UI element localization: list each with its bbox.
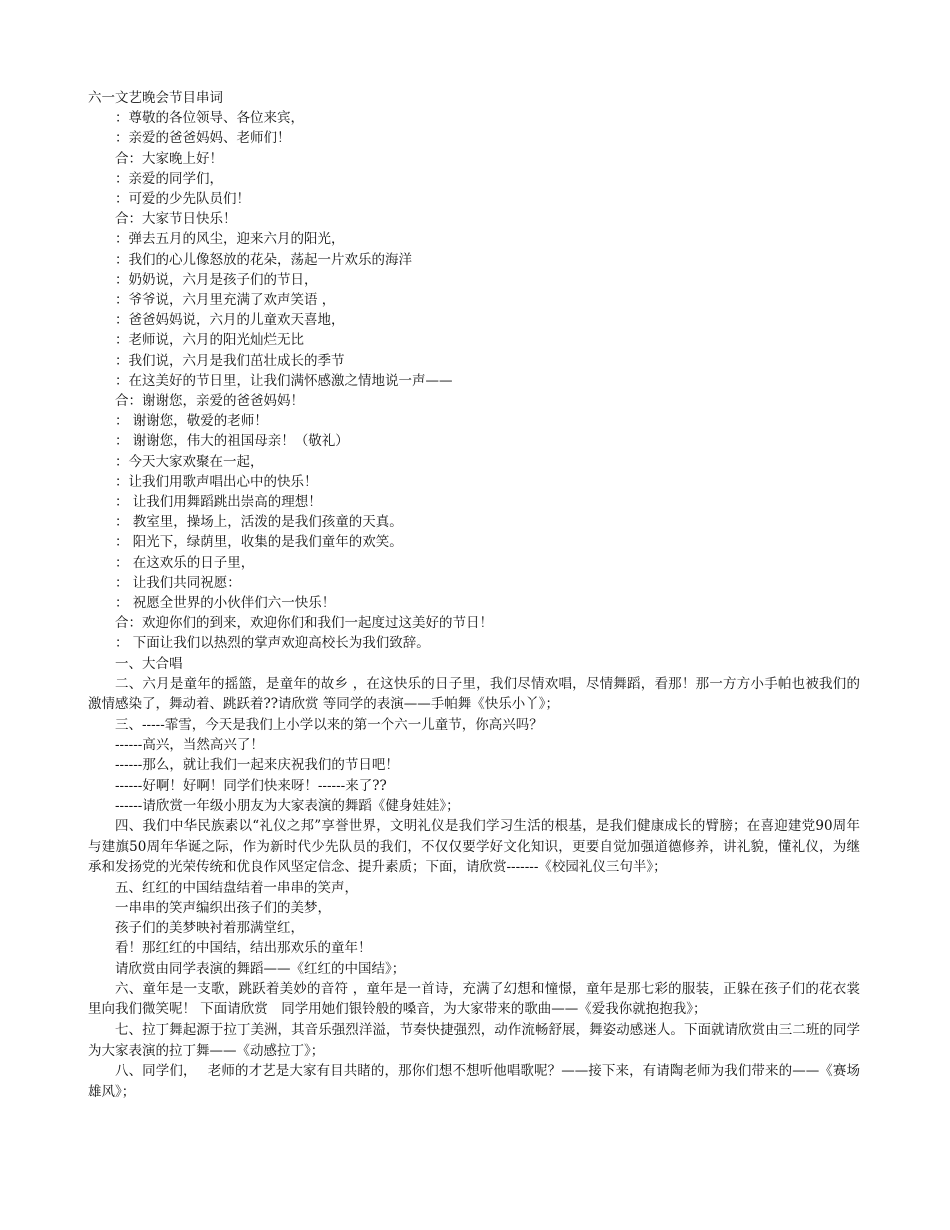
script-line: ：亲爱的同学们，	[115, 170, 223, 187]
paragraph-seven: 七、拉丁舞起源于拉丁美洲，其音乐强烈洋溢，节奏快捷强烈，动作流畅舒展，舞姿动感迷人。下面就请欣赏由三二班的同学为大家表演的拉丁舞——《动感拉丁》；	[88, 1022, 860, 1059]
document-title: 六一文艺晚会节目串词	[88, 90, 223, 106]
poem-line: 孩子们的美梦映衬着那满堂红，	[115, 920, 304, 937]
script-line: ：我们的心儿像怒放的花朵，荡起一片欢乐的海洋	[115, 251, 412, 268]
script-line: ：亲爱的爸爸妈妈、老师们！	[115, 130, 291, 147]
document-page	[88, 88, 860, 1102]
script-line: 合：大家节日快乐！	[115, 211, 237, 228]
dialogue-line: ------好啊！好啊！同学们快来呀！------来了??	[115, 777, 387, 794]
script-line: ：尊敬的各位领导、各位来宾，	[115, 110, 304, 127]
script-line: 合：欢迎你们的到来，欢迎你们和我们一起度过这美好的节日！	[115, 615, 493, 632]
paragraph-six: 六、童年是一支歌，跳跃着美妙的音符 ，童年是一首诗，充满了幻想和憧憬，童年是那七彩的服装，正躲在孩子们的花衣裳里向我们微笑呢！ 下面请欣赏 同学用她们银铃般的嗓音，为大家带来的歌曲——《爱我你就抱抱我》；	[88, 980, 860, 1018]
script-line: ： 下面让我们以热烈的掌声欢迎高校长为我们致辞。	[115, 635, 430, 652]
section-heading: 一、大合唱	[115, 655, 183, 672]
script-line: ： 让我们共同祝愿：	[115, 574, 241, 591]
script-line: ： 让我们用舞蹈跳出崇高的理想！	[115, 494, 322, 511]
script-line: ： 谢谢您，敬爱的老师！	[115, 413, 268, 430]
paragraph-two: 二、六月是童年的摇篮，是童年的故乡 ，在这快乐的日子里，我们尽情欢唱，尽情舞蹈，看那！那一方方小手帕也被我们的激情感染了，舞动着、跳跃着??请欣赏 等同学的表演——手帕舞《快乐小丫》；	[88, 675, 860, 713]
script-line: 合：大家晚上好！	[115, 150, 223, 167]
script-line: ：我们说，六月是我们茁壮成长的季节	[115, 352, 345, 369]
dialogue-line: ------那么，就让我们一起来庆祝我们的节日吧！	[115, 757, 399, 774]
script-line: ：老师说，六月的阳光灿烂无比	[115, 332, 304, 349]
paragraph-eight: 八、同学们， 老师的才艺是大家有目共睹的，那你们想不想听他唱歌呢？——接下来，有请陶老师为我们带来的——《赛场雄风》；	[88, 1063, 860, 1100]
paragraph-four: 四、我们中华民族素以“礼仪之邦”享誉世界，文明礼仪是我们学习生活的根基，是我们健康成长的臂膀；在喜迎建党90周年与建旗50周年华诞之际，作为新时代少先队员的我们，不仅仅要学好文化知识，更要自觉加强道德修养，讲礼貌，懂礼仪，为继承和发扬党的光荣传统和优良作风坚定信念、提升素质；下面，请欣赏-------《校园礼仪三句半》；	[88, 818, 860, 876]
script-line: ：可爱的少先队员们！	[115, 191, 250, 208]
script-line: ：奶奶说，六月是孩子们的节日，	[115, 271, 318, 288]
script-line: ：今天大家欢聚在一起，	[115, 453, 264, 470]
script-line: ：弹去五月的风尘，迎来六月的阳光，	[115, 231, 345, 248]
script-line: ： 阳光下，绿荫里，收集的是我们童年的欢笑。	[115, 534, 403, 551]
script-line: ： 谢谢您，伟大的祖国母亲！（敬礼）	[115, 433, 349, 450]
script-line: ：在这美好的节日里，让我们满怀感激之情地说一声——	[115, 372, 453, 389]
script-line: ：爷爷说，六月里充满了欢声笑语 ，	[115, 292, 336, 309]
poem-line: 五、红红的中国结盘结着一串串的笑声，	[115, 879, 358, 896]
dialogue-line: 三、-----霏雪，今天是我们上小学以来的第一个六一儿童节，你高兴吗？	[115, 717, 543, 734]
poem-line: 一串串的笑声编织出孩子们的美梦，	[115, 900, 331, 917]
script-line: ：爸爸妈妈说，六月的儿童欢天喜地，	[115, 312, 345, 329]
script-line: ： 祝愿全世界的小伙伴们六一快乐！	[115, 595, 336, 612]
dialogue-line: ------高兴，当然高兴了！	[115, 737, 264, 754]
script-line: ：让我们用歌声唱出心中的快乐！	[115, 473, 318, 490]
script-line: ： 教室里，操场上，活泼的是我们孩童的天真。	[115, 514, 403, 531]
poem-line: 请欣赏由同学表演的舞蹈——《红红的中国结》；	[115, 960, 406, 977]
script-line: 合：谢谢您，亲爱的爸爸妈妈！	[115, 393, 304, 410]
script-line: ： 在这欢乐的日子里，	[115, 554, 255, 571]
dialogue-line: ------请欣赏一年级小朋友为大家表演的舞蹈《健身娃娃》；	[115, 797, 460, 814]
poem-line: 看！那红红的中国结，结出那欢乐的童年！	[115, 940, 372, 957]
